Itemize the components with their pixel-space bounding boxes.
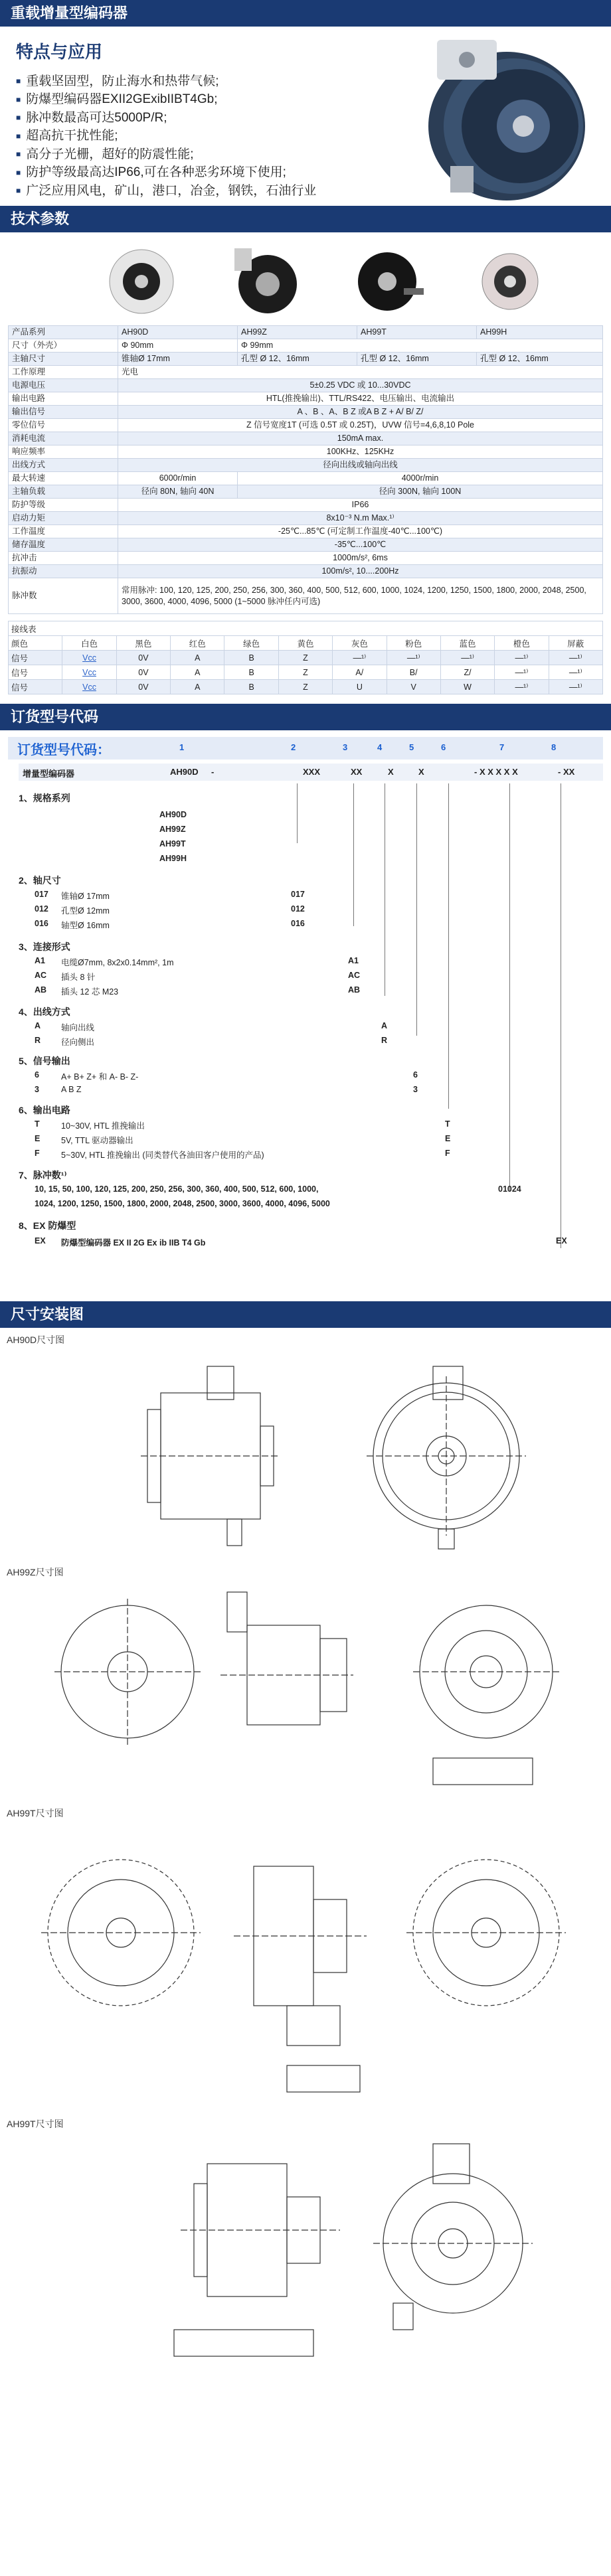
signal-code-ref: 6 [413,1070,418,1080]
ex-code-ref: EX [556,1236,567,1246]
model-code-row [19,764,603,781]
wiring-cell: —¹⁾ [495,680,549,694]
model-code-part: XXX [303,767,321,777]
model-code-part: X [388,767,394,777]
code-position-2: 2 [291,742,296,752]
guide-line [448,783,449,1109]
wiring-cell: 0V [116,651,170,665]
connection-code: AB [35,985,47,995]
spec-key: 储存温度 [9,538,118,552]
pulse-values-line2: 1024, 1200, 1250, 1500, 1800, 2000, 2048, 2500, 3000, 3600, 4000, 4096, 5000 [35,1199,330,1208]
spec-key: 脉冲数 [9,578,118,614]
table-row [9,459,603,472]
connection-code: A1 [35,956,45,965]
wiring-header: 粉色 [387,636,440,651]
circuit-code: E [35,1134,41,1143]
spec-key: 抗冲击 [9,552,118,565]
series-option: AH99Z [159,825,186,834]
table-row [9,432,603,445]
shaft-desc: 孔型Ø 12mm [61,906,110,916]
series-option: AH99T [159,839,186,848]
spec-cell: 光电 [118,366,603,379]
spec-cell: Φ 90mm [118,339,238,353]
signal-code: 6 [35,1070,39,1080]
wiring-header: 黄色 [278,636,332,651]
wiring-cell: Vcc [62,665,116,680]
signal-output-title: 5、信号输出 [19,1056,70,1066]
table-row [9,578,603,614]
wiring-cell: Z [278,651,332,665]
spec-cell: 径向 80N, 轴向 40N [118,485,238,499]
table-row [9,525,603,538]
model-code-part: AH90D [170,767,199,777]
shaft-code: 016 [35,919,48,928]
shaft-size-title: 2、轴尺寸 [19,875,61,886]
spec-cell: IP66 [118,499,603,512]
table-row [9,445,603,459]
spec-key: 启动力矩 [9,512,118,525]
wiring-table [8,621,603,694]
connection-code-ref: AB [348,985,361,995]
spec-key: 出线方式 [9,459,118,472]
wiring-cell: 信号 [9,651,62,665]
wiring-cell: —¹⁾ [440,651,494,665]
spec-cell: -25℃...85℃ (可定制工作温度-40℃...100℃) [118,525,603,538]
ordering-heading: 订货型号代码 [0,704,611,730]
table-row [9,379,603,392]
ah99z-dimension-drawing [8,1579,603,1801]
table-row [9,485,603,499]
pulse-code-ref: 01024 [498,1184,521,1194]
wiring-cell: —¹⁾ [495,665,549,680]
spec-cell: 常用脉冲: 100, 120, 125, 200, 250, 256, 300, 360, 400, 500, 512, 600, 1000, 1024, 1200, 1250, 1500, 1800, 2000, 2048, 2500, 3000, 3600, 4000, 4096, 5000 (1~5000 脉冲任内可选) [118,578,603,614]
wiring-header: 蓝色 [440,636,494,651]
code-position-5: 5 [409,742,414,752]
wiring-cell: W [440,680,494,694]
connection-code-ref: A1 [348,956,359,965]
spec-cell: -35℃...100℃ [118,538,603,552]
table-row [9,326,603,339]
guide-line [297,783,298,843]
drawings-heading: 尺寸安装图 [0,1301,611,1328]
wiring-cell: Vcc [62,651,116,665]
spec-key: 抗振动 [9,565,118,578]
spec-cell: AH99T [357,326,477,339]
model-code-part: - X X X X X [474,767,518,777]
feature-item: ■ 脉冲数最高可达5000P/R; [16,109,595,127]
ah99h-photo [467,242,553,321]
feature-item: ■ 重载坚固型，防止海水和热带气候; [16,72,595,90]
table-row [9,538,603,552]
ordering-section [8,737,603,1301]
ah99t-dimension-drawing [8,1820,603,2112]
spec-key: 尺寸（外壳） [9,339,118,353]
product-photos [0,232,611,325]
wiring-cell: B [224,651,278,665]
spec-cell: AH99Z [238,326,357,339]
circuit-code: F [35,1149,40,1158]
connection-desc: 电缆Ø7mm, 8x2x0.14mm², 1m [61,958,174,967]
circuit-desc: 5~30V, HTL 推挽输出 (同类替代各油田客户使用的产品) [61,1151,264,1160]
shaft-code-ref: 012 [291,904,305,914]
guide-line [509,783,510,1192]
code-position-6: 6 [441,742,446,752]
table-row [9,353,603,366]
wiring-cell: 信号 [9,665,62,680]
wiring-cell: —¹⁾ [333,651,387,665]
wiring-cell: B [224,680,278,694]
wiring-cell: —¹⁾ [495,651,549,665]
spec-key: 产品系列 [9,326,118,339]
page-title: 重载增量型编码器 [0,0,611,27]
ordering-label: 订货型号代码： [17,742,110,758]
wiring-cell: Z [278,680,332,694]
encoder-product-photo [397,33,596,202]
code-position-7: 7 [499,742,505,752]
spec-cell: HTL(推挽输出)、TTL/RS422、电压输出、电流输出 [118,392,603,406]
wiring-header: 白色 [62,636,116,651]
outlet-title: 4、出线方式 [19,1006,70,1017]
drawing-label-ah99t-2: AH99T尺寸图 [7,2119,64,2129]
feature-item: ■ 超高抗干扰性能; [16,127,595,145]
wiring-cell: Vcc [62,680,116,694]
signal-desc: A+ B+ Z+ 和 A- B- Z- [61,1072,139,1082]
series-option: AH90D [159,810,187,819]
feature-item: ■ 防护等级最高达IP66,可在各种恶劣环境下使用; [16,163,595,181]
model-code-part: - XX [558,767,575,777]
ah99t-photo [344,242,430,321]
shaft-code: 012 [35,904,48,914]
wiring-cell: A [171,665,224,680]
circuit-code-ref: F [445,1149,450,1158]
table-row [9,665,603,680]
feature-item: ■ 防爆型编码器EXII2GExibIIBT4Gb; [16,90,595,108]
spec-cell: Z 信号宽度1T (可选 0.5T 或 0.25T)，UVW 信号=4,6,8,10 Pole [118,419,603,432]
spec-cell: 150mA max. [118,432,603,445]
ah99z-photo [221,242,307,321]
wiring-cell: B [224,665,278,680]
spec-cell: 径向 300N, 轴向 100N [238,485,603,499]
spec-key: 输出信号 [9,406,118,419]
model-code-part: 增量型编码器 [23,769,75,779]
wiring-cell: —¹⁾ [387,651,440,665]
shaft-code-ref: 016 [291,919,305,928]
drawing-label-ah99t: AH99T尺寸图 [7,1808,64,1818]
wiring-header: 绿色 [224,636,278,651]
wiring-cell: —¹⁾ [549,665,602,680]
spec-key: 主轴尺寸 [9,353,118,366]
spec-cell: 孔型 Ø 12、16mm [357,353,477,366]
params-heading: 技术参数 [0,206,611,232]
drawing-label-ah90d: AH90D尺寸图 [7,1334,65,1345]
wiring-cell: A [171,651,224,665]
connection-code: AC [35,971,47,980]
wiring-cell: 信号 [9,680,62,694]
spec-cell: 100KHz、125KHz [118,445,603,459]
circuit-code-ref: T [445,1119,450,1129]
outlet-desc: 轴向出线 [61,1023,95,1032]
ex-desc: 防爆型编码器 EX II 2G Ex ib IIB T4 Gb [61,1238,206,1248]
code-position-3: 3 [343,742,348,752]
spec-cell: AH99H [477,326,603,339]
wiring-header-row [9,636,603,651]
ex-code: EX [35,1236,46,1246]
table-row [9,565,603,578]
drawing-label-ah99z: AH99Z尺寸图 [7,1567,64,1577]
spec-cell: 8x10⁻³ N.m Max.¹⁾ [118,512,603,525]
ah90d-photo [98,242,185,321]
wiring-header: 红色 [171,636,224,651]
table-row [9,406,603,419]
table-row [9,512,603,525]
output-circuit-title: 6、输出电路 [19,1105,70,1115]
wiring-cell: Z [278,665,332,680]
code-position-8: 8 [551,742,557,752]
spec-key: 输出电路 [9,392,118,406]
spec-key: 消耗电流 [9,432,118,445]
model-code-part: X [418,767,424,777]
table-row [9,419,603,432]
circuit-desc: 5V, TTL 驱动器输出 [61,1136,133,1145]
spec-key: 工作原理 [9,366,118,379]
guide-line [416,783,417,1036]
table-row [9,621,603,636]
spec-cell: 锥轴Ø 17mm [118,353,238,366]
wiring-header: 黑色 [116,636,170,651]
outlet-desc: 径向侧出 [61,1038,95,1047]
spec-key: 电源电压 [9,379,118,392]
wiring-title: 接线表 [9,621,603,636]
shaft-desc: 轴型Ø 16mm [61,921,110,930]
connection-desc: 插头 8 针 [61,973,96,982]
wiring-header: 屏蔽 [549,636,602,651]
table-row [9,499,603,512]
model-code-part: - [211,767,215,777]
table-row [9,339,603,353]
spec-cell: 5±0.25 VDC 或 10...30VDC [118,379,603,392]
spec-series-title: 1、规格系列 [19,793,70,803]
wiring-cell: Z/ [440,665,494,680]
wiring-cell: 0V [116,680,170,694]
shaft-code-ref: 017 [291,890,305,899]
spec-cell: Φ 99mm [238,339,603,353]
spec-cell: 径向出线或轴向出线 [118,459,603,472]
spec-key: 工作温度 [9,525,118,538]
wiring-cell: A/ [333,665,387,680]
signal-code: 3 [35,1085,39,1094]
wiring-cell: A [171,680,224,694]
feature-item: ■ 广泛应用风电，矿山，港口，冶金，钢铁，石油行业 [16,182,595,200]
circuit-code-ref: E [445,1134,451,1143]
outlet-code-ref: R [381,1036,388,1045]
shaft-desc: 锥轴Ø 17mm [61,892,110,901]
pulse-values-line1: 10, 15, 50, 100, 120, 125, 200, 250, 256, 300, 360, 400, 500, 512, 600, 1000, [35,1184,319,1194]
outlet-code: R [35,1036,41,1045]
feature-item: ■ 高分子光栅，超好的防震性能; [16,145,595,163]
spec-key: 最大转速 [9,472,118,485]
circuit-desc: 10~30V, HTL 推挽输出 [61,1121,145,1131]
wiring-cell: —¹⁾ [549,651,602,665]
code-position-4: 4 [377,742,383,752]
wiring-cell: V [387,680,440,694]
table-row [9,680,603,694]
connection-desc: 插头 12 芯 M23 [61,987,119,997]
ordering-code-header [8,737,603,760]
spec-key: 主轴负载 [9,485,118,499]
signal-desc: A B Z [61,1085,82,1094]
connection-title: 3、连接形式 [19,941,70,952]
features-heading: 特点与应用 [16,42,103,62]
ex-title: 8、EX 防爆型 [19,1220,76,1231]
ah90d-dimension-drawing [8,1346,603,1560]
shaft-code: 017 [35,890,48,899]
connection-code-ref: AC [348,971,361,980]
signal-code-ref: 3 [413,1085,418,1094]
table-row [9,392,603,406]
spec-key: 响应频率 [9,445,118,459]
circuit-code: T [35,1119,40,1129]
wiring-cell: B/ [387,665,440,680]
table-row [9,651,603,665]
spec-cell: A 、B 、A、B Z 或A B Z + A/ B/ Z/ [118,406,603,419]
spec-cell: 孔型 Ø 12、16mm [477,353,603,366]
spec-cell: 100m/s², 10....200Hz [118,565,603,578]
features-section [0,27,611,206]
ah99t-2-dimension-drawing [8,2131,603,2396]
wiring-header: 橙色 [495,636,549,651]
series-option: AH99H [159,854,187,863]
model-code-part: XX [351,767,363,777]
table-row [9,552,603,565]
table-row [9,366,603,379]
table-row [9,472,603,485]
wiring-cell: U [333,680,387,694]
outlet-code-ref: A [381,1021,388,1030]
spec-cell: 孔型 Ø 12、16mm [238,353,357,366]
spec-key: 零位信号 [9,419,118,432]
wiring-header: 颜色 [9,636,62,651]
spec-key: 防护等级 [9,499,118,512]
wiring-header: 灰色 [333,636,387,651]
wiring-cell: —¹⁾ [549,680,602,694]
spec-cell: 1000m/s², 6ms [118,552,603,565]
guide-line [353,783,354,926]
spec-table [8,325,603,614]
spec-cell: AH90D [118,326,238,339]
code-position-1: 1 [179,742,185,752]
spec-cell: 6000r/min [118,472,238,485]
pulse-count-title: 7、脉冲数¹⁾ [19,1170,67,1180]
outlet-code: A [35,1021,41,1030]
spec-cell: 4000r/min [238,472,603,485]
wiring-cell: 0V [116,665,170,680]
